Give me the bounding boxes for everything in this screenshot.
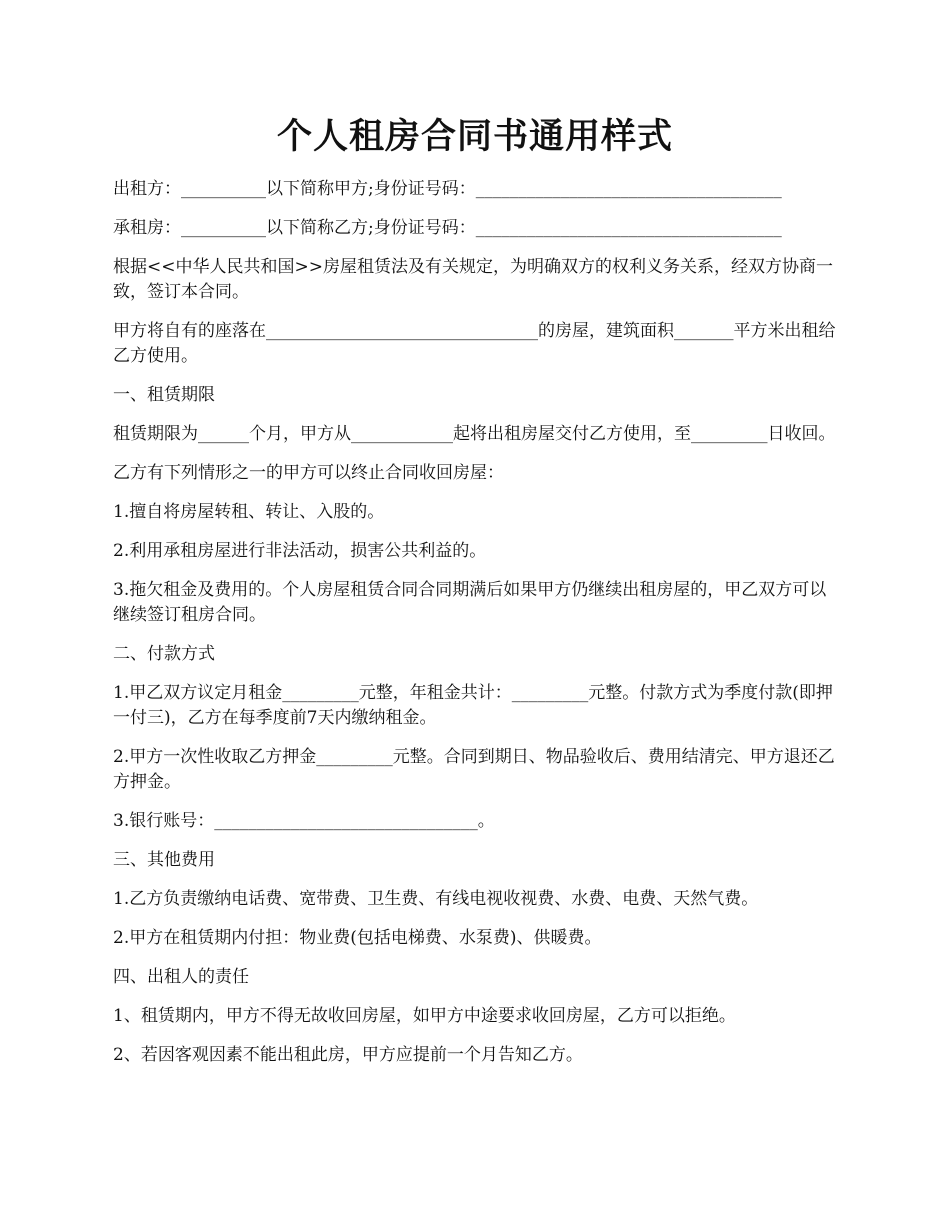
document-title: 个人租房合同书通用样式 — [276, 116, 673, 157]
duties-item-1: 1、租赁期内，甲方不得无故收回房屋，如甲方中途要求收回房屋，乙方可以拒绝。 — [113, 1006, 736, 1026]
payment-item-1: 1.甲乙双方议定月租金_________元整，年租金共计：_________元整。付款方式为季度付款(即押一付三)，乙方在每季度前7天内缴纳租金。 — [113, 683, 833, 728]
section-heading-lease-term: 一、租赁期限 — [113, 385, 215, 405]
fees-item-2: 2.甲方在租赁期内付担：物业费(包括电梯费、水泵费)、供暖费。 — [113, 928, 602, 948]
fees-item-1: 1.乙方负责缴纳电话费、宽带费、卫生费、有线电视收视费、水费、电费、天然气费。 — [113, 889, 759, 909]
document-body — [113, 177, 841, 1082]
section-heading-lessor-duties: 四、出租人的责任 — [113, 967, 249, 987]
termination-item-1: 1.擅自将房屋转租、转让、入股的。 — [113, 502, 385, 522]
section-heading-other-fees: 三、其他费用 — [113, 850, 215, 870]
preamble-paragraph: 根据<<中华人民共和国>>房屋租赁法及有关规定，为明确双方的权利义务关系，经双方协商一致，签订本合同。 — [113, 257, 833, 302]
payment-item-2: 2.甲方一次性收取乙方押金_________元整。合同到期日、物品验收后、费用结清完、甲方退还乙方押金。 — [113, 747, 835, 792]
termination-item-2: 2.利用承租房屋进行非法活动，损害公共利益的。 — [113, 541, 487, 561]
payment-item-3: 3.银行账号：_______________________________。 — [113, 811, 495, 831]
section-heading-payment: 二、付款方式 — [113, 644, 215, 664]
lease-term-paragraph: 租赁期限为______个月，甲方从____________起将出租房屋交付乙方使用，至_________日收回。 — [113, 424, 836, 444]
termination-intro: 乙方有下列情形之一的甲方可以终止合同收回房屋： — [113, 463, 504, 483]
property-paragraph: 甲方将自有的座落在________________________________的房屋，建筑面积_______平方米出租给乙方使用。 — [113, 321, 836, 366]
termination-item-3: 3.拖欠租金及费用的。个人房屋租赁合同合同期满后如果甲方仍继续出租房屋的，甲乙双方可以继续签订租房合同。 — [113, 580, 827, 625]
duties-item-2: 2、若因客观因素不能出租此房，甲方应提前一个月告知乙方。 — [113, 1045, 583, 1065]
lessor-line: 出租方：__________以下简称甲方;身份证号码：____________________________________ — [113, 179, 782, 199]
lessee-line: 承租房：__________以下简称乙方;身份证号码：____________________________________ — [113, 218, 782, 238]
